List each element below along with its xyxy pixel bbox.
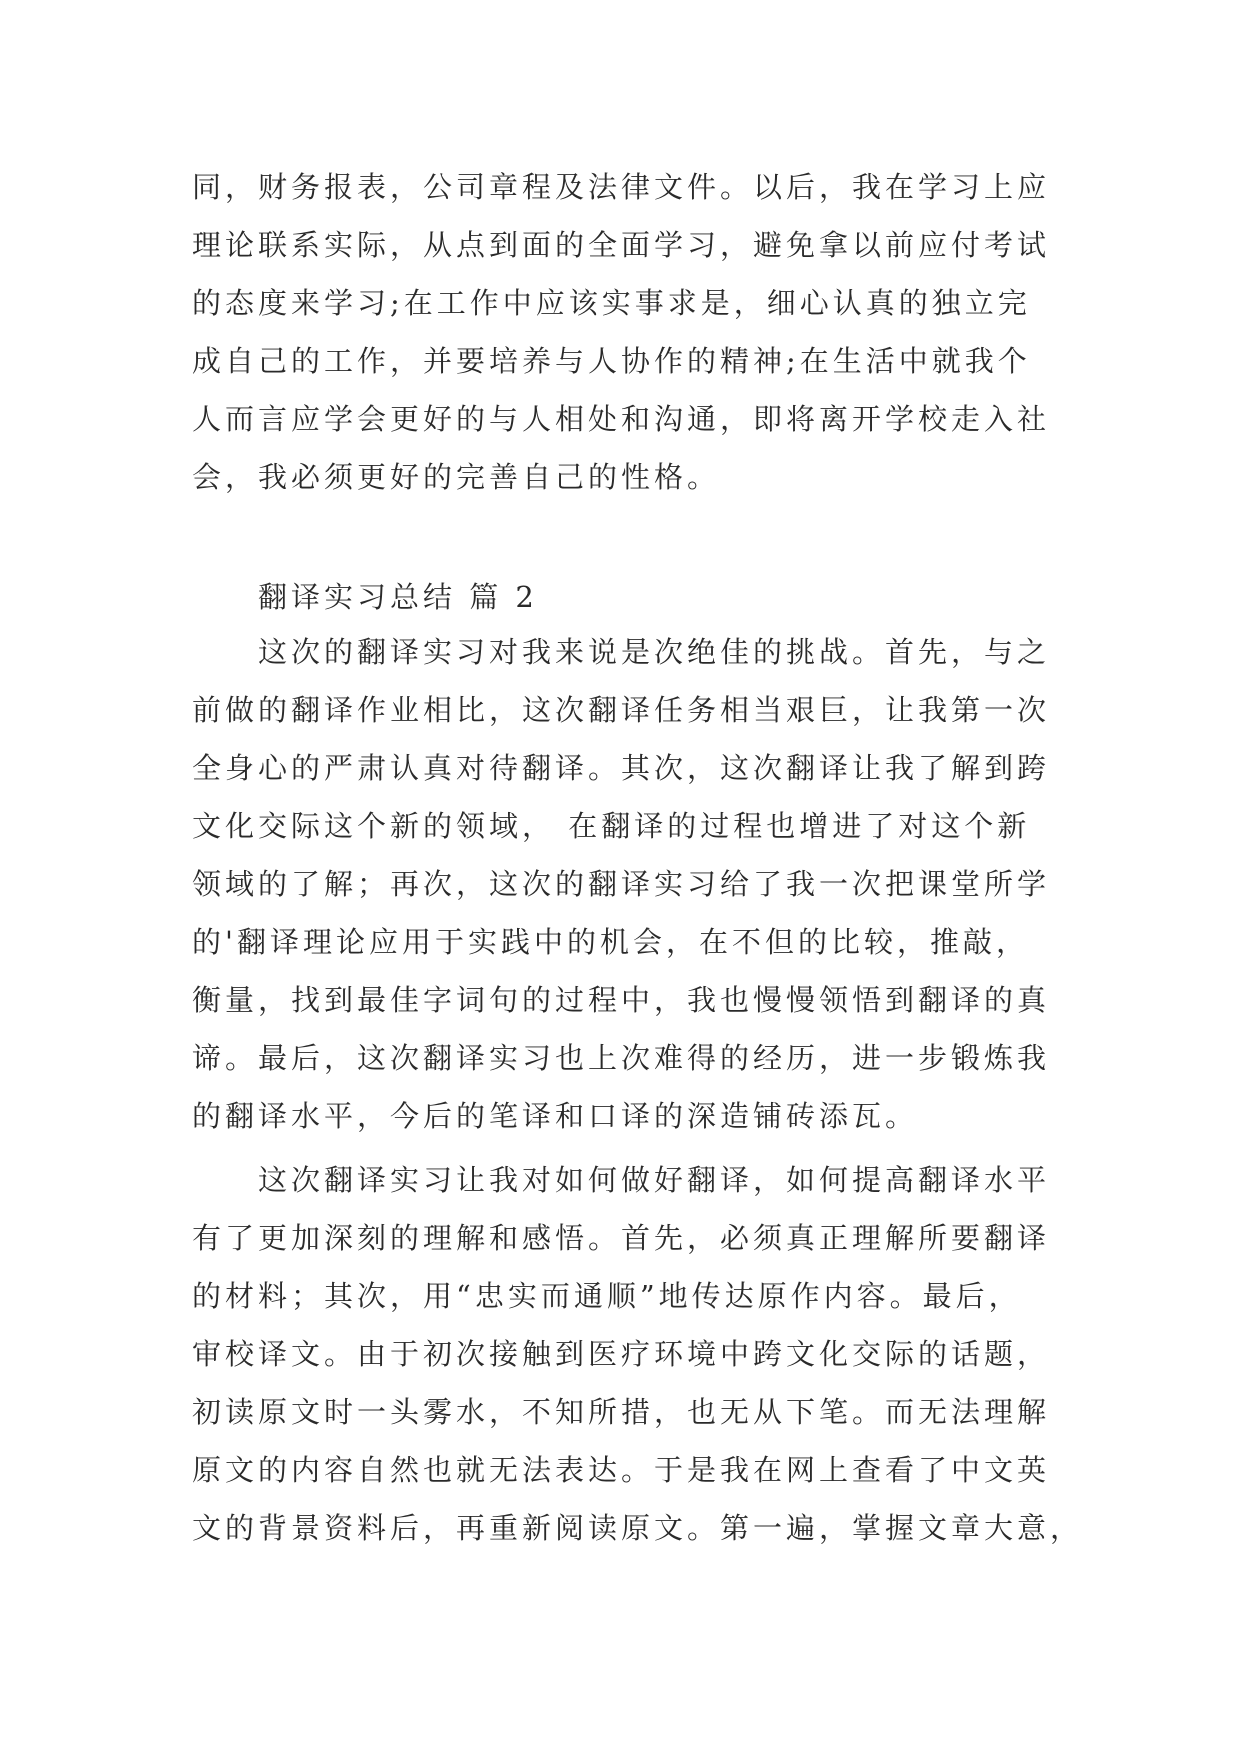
text-line: 领域的了解；再次，这次的翻译实习给了我一次把课堂所学 [192,867,1051,901]
text-line: 衡量，找到最佳字词句的过程中，我也慢慢领悟到翻译的真 [192,983,1051,1017]
intro-paragraph [192,158,1052,506]
text-line: 初读原文时一头雾水，不知所措，也无从下笔。而无法理解 [192,1395,1051,1429]
text-line: 有了更加深刻的理解和感悟。首先，必须真正理解所要翻译 [192,1221,1051,1255]
text-line: 同，财务报表，公司章程及法律文件。以后，我在学习上应 [192,170,1051,204]
text-line: 的材料；其次，用“忠实而通顺”地传达原作内容。最后， [192,1279,1022,1313]
text-line: 原文的内容自然也就无法表达。于是我在网上查看了中文英 [192,1453,1051,1487]
text-line: 成自己的工作，并要培养与人协作的精神;在生活中就我个 [192,344,1031,378]
text-line: 前做的翻译作业相比，这次翻译任务相当艰巨，让我第一次 [192,693,1051,727]
paragraph-1 [192,623,1052,1145]
text-line: 审校译文。由于初次接触到医疗环境中跨文化交际的话题， [192,1337,1051,1371]
text-line: 文的背景资料后，再重新阅读原文。第一遍，掌握文章大意， [192,1511,1084,1545]
section-heading: 翻译实习总结 篇 2 [258,580,538,614]
text-line: 的态度来学习;在工作中应该实事求是，细心认真的独立完 [192,286,1031,320]
text-line: 这次的翻译实习对我来说是次绝佳的挑战。首先，与之 [258,635,1051,669]
text-line: 会，我必须更好的完善自己的性格。 [192,460,721,494]
text-line: 谛。最后，这次翻译实习也上次难得的经历，进一步锻炼我 [192,1041,1051,1075]
text-line: 全身心的严肃认真对待翻译。其次，这次翻译让我了解到跨 [192,751,1051,785]
section-heading-block [192,568,1052,626]
text-line: 理论联系实际，从点到面的全面学习，避免拿以前应付考试 [192,228,1051,262]
text-line: 的翻译水平，今后的笔译和口译的深造铺砖添瓦。 [192,1099,919,1133]
text-line: 的'翻译理论应用于实践中的机会，在不但的比较，推敲， [192,925,1029,959]
text-line: 人而言应学会更好的与人相处和沟通，即将离开学校走入社 [192,402,1051,436]
text-line: 文化交际这个新的领域， 在翻译的过程也增进了对这个新 [192,809,1031,843]
paragraph-2 [192,1151,1084,1557]
text-line: 这次翻译实习让我对如何做好翻译，如何提高翻译水平 [258,1163,1051,1197]
